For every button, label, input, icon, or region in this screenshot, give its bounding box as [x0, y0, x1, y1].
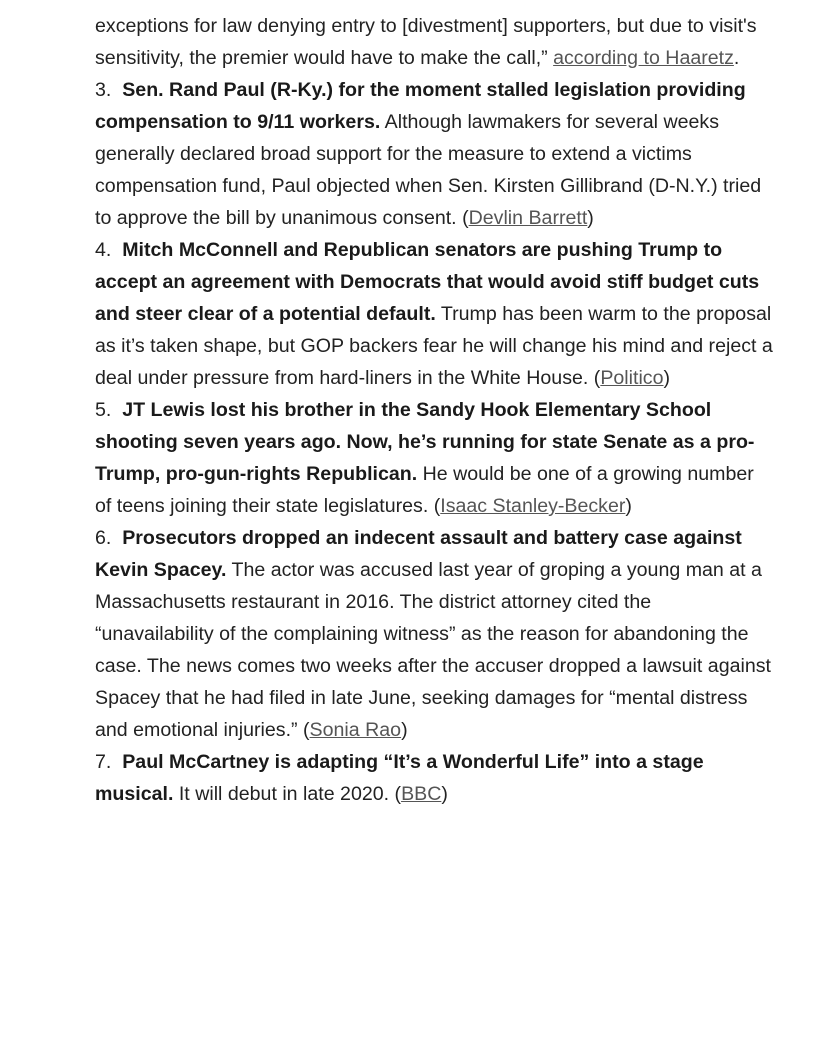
list-item-3 [95, 74, 775, 234]
list-item-5 [95, 394, 775, 522]
item-after: ) [401, 719, 408, 741]
item-number: 3. [95, 79, 112, 101]
list-item-4 [95, 234, 775, 394]
intro-after: . [733, 47, 740, 69]
article-body [95, 10, 775, 810]
item-text: The actor was accused last year of groping a young man at a Massachusetts restaurant in 2016. The district attorney cited the “unavailability of the complaining witness” as the reason for abandoning the case. The news comes two weeks after the accuser dropped a lawsuit against Spacey that he had filed in late June, seeking damages for “mental distress and emotional injuries.” ( [95, 559, 771, 741]
item-source-link[interactable]: Sonia Rao [309, 719, 402, 741]
list-item-6 [95, 522, 775, 746]
item-text: It will debut in late 2020. ( [173, 783, 402, 805]
item-text: Trump has been warm to the proposal as it’s taken shape, but GOP backers fear he will change his mind and reject a deal under pressure from hard-liners in the White House. ( [95, 303, 773, 389]
item-headline: Paul McCartney is adapting “It’s a Wonderful Life” into a stage musical. [95, 751, 704, 805]
intro-text: exceptions for law denying entry to [divestment] supporters, but due to visit's sensitivity, the premier would have to make the call,” [95, 15, 757, 69]
item-headline: Prosecutors dropped an indecent assault and battery case against Kevin Spacey. [95, 527, 742, 581]
item-after: ) [441, 783, 448, 805]
item-headline: JT Lewis lost his brother in the Sandy Hook Elementary School shooting seven years ago. Now, he’s running for state Senate as a pro-Trump, pro-gun-rights Republican. [95, 399, 755, 485]
item-headline: Sen. Rand Paul (R-Ky.) for the moment stalled legislation providing compensation to 9/11 workers. [95, 79, 746, 133]
item-number: 5. [95, 399, 112, 421]
item-source-link[interactable]: Politico [600, 367, 664, 389]
item-after: ) [663, 367, 671, 389]
intro-source-link[interactable]: according to Haaretz [553, 47, 734, 69]
item-headline: Mitch McConnell and Republican senators are pushing Trump to accept an agreement with Democrats that would avoid stiff budget cuts and steer clear of a potential default. [95, 239, 760, 325]
item-source-link[interactable]: Devlin Barrett [468, 207, 588, 229]
item-number: 4. [95, 239, 112, 261]
item-text: Although lawmakers for several weeks generally declared broad support for the measure to extend a victims compensation fund, Paul objected when Sen. Kirsten Gillibrand (D-N.Y.) tried to approve the bill by unanimous consent. ( [95, 111, 762, 229]
item-text: He would be one of a growing number of teens joining their state legislatures. ( [95, 463, 754, 517]
list-item-7 [95, 746, 775, 810]
item-after: ) [625, 495, 632, 517]
item-source-link[interactable]: Isaac Stanley-Becker [440, 495, 626, 517]
item-after: ) [587, 207, 594, 229]
item-source-link[interactable]: BBC [401, 783, 442, 805]
intro-paragraph [95, 10, 775, 74]
item-number: 6. [95, 527, 112, 549]
item-number: 7. [95, 751, 112, 773]
